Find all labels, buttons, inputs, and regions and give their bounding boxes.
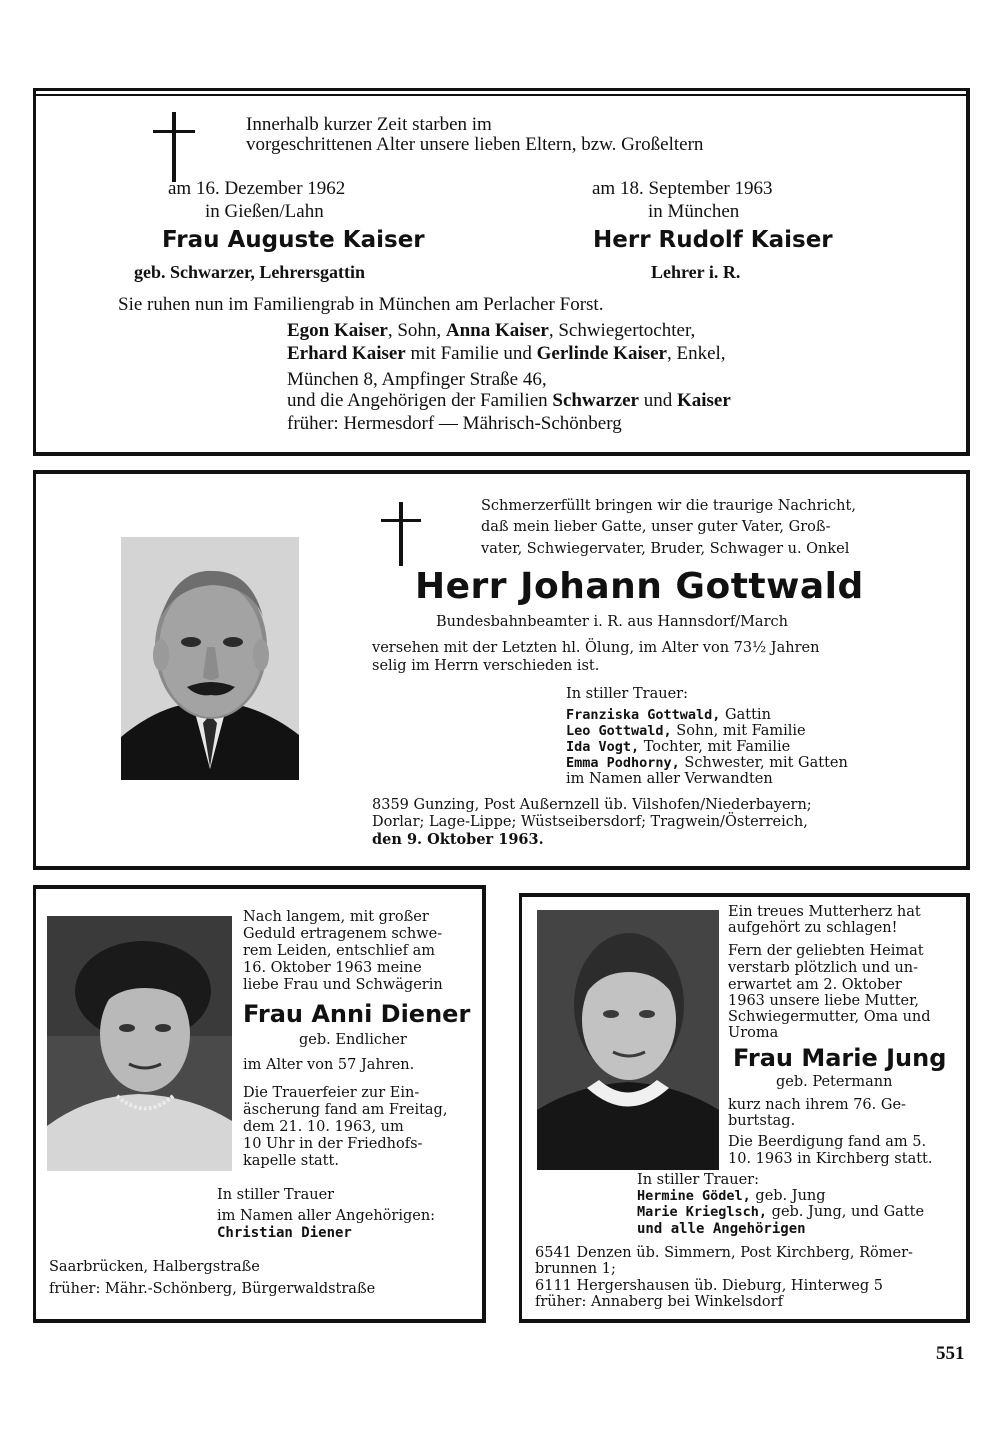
gottwald-intro1: Schmerzerfüllt bringen wir die traurige Nachricht, <box>481 498 856 514</box>
page-number: 551 <box>936 1343 965 1364</box>
portrait-anni-diener <box>47 916 232 1171</box>
diener-funeral4: 10 Uhr in der Friedhofs- <box>243 1136 423 1152</box>
left-place: in Gießen/Lahn <box>205 201 324 222</box>
portrait-woman-image <box>537 910 719 1170</box>
relative-role: geb. Jung, und Gatte <box>767 1204 925 1220</box>
gottwald-line1: versehen mit der Letzten hl. Ölung, im Alter von 73½ Jahren <box>372 640 820 656</box>
mourner-name: Erhard Kaiser <box>287 343 406 364</box>
jung-funeral1: Die Beerdigung fand am 5. <box>728 1134 927 1150</box>
relative-name: Emma Podhorny, <box>566 755 680 771</box>
jung-relative1 <box>637 1188 826 1204</box>
gottwald-relative5: im Namen aller Verwandten <box>566 771 773 787</box>
diener-text1: Nach langem, mit großer <box>243 909 429 925</box>
jung-text7: Schwiegermutter, Oma und <box>728 1009 931 1025</box>
jung-text3: Fern der geliebten Heimat <box>728 943 924 959</box>
mourners-line1 <box>287 320 695 342</box>
jung-text8: Uroma <box>728 1025 779 1041</box>
diener-text3: rem Leiden, entschlief am <box>243 943 436 959</box>
mourners-line2 <box>287 343 726 365</box>
relative-name: Marie Krieglsch, <box>637 1204 768 1220</box>
relative-name: Franziska Gottwald, <box>566 707 721 723</box>
right-sub: Lehrer i. R. <box>651 262 741 282</box>
kaiser-intro-line1: Innerhalb kurzer Zeit starben im <box>246 114 492 135</box>
notice-kaiser-top-rule <box>33 94 970 96</box>
diener-sub: geb. Endlicher <box>299 1032 407 1048</box>
jung-relative3: und alle Angehörigen <box>637 1221 806 1237</box>
jung-addr3: 6111 Hergershausen üb. Dieburg, Hinterweg 5 <box>535 1278 883 1294</box>
gottwald-intro2: daß mein lieber Gatte, unser guter Vater, Groß- <box>481 519 831 535</box>
gottwald-name: Herr Johann Gottwald <box>415 566 864 607</box>
jung-text2: aufgehört zu schlagen! <box>728 920 898 936</box>
mourner-text: , Sohn, <box>387 320 446 341</box>
jung-name: Frau Marie Jung <box>733 1044 947 1072</box>
diener-mourn2: im Namen aller Angehörigen: <box>217 1208 436 1224</box>
relative-name: Hermine Gödel, <box>637 1188 751 1204</box>
diener-funeral2: äscherung fand am Freitag, <box>243 1102 448 1118</box>
right-date: am 18. September 1963 <box>592 178 773 199</box>
jung-after2: burtstag. <box>728 1113 796 1129</box>
mourners-families <box>287 390 731 412</box>
mourner-text: , Enkel, <box>666 343 726 364</box>
jung-text6: 1963 unsere liebe Mutter, <box>728 993 920 1009</box>
jung-text4: verstarb plötzlich und un- <box>728 960 919 976</box>
gottwald-sub: Bundesbahnbeamter i. R. aus Hannsdorf/March <box>436 614 788 630</box>
right-place: in München <box>648 201 740 222</box>
mourner-name: Gerlinde Kaiser <box>536 343 667 364</box>
gottwald-addr1: 8359 Gunzing, Post Außernzell üb. Vilshofen/Niederbayern; <box>372 797 812 813</box>
relative-role: geb. Jung <box>750 1188 826 1204</box>
diener-text4: 16. Oktober 1963 meine <box>243 960 422 976</box>
jung-mourn: In stiller Trauer: <box>637 1172 759 1188</box>
gottwald-relative4 <box>566 755 848 771</box>
jung-relative2 <box>637 1204 924 1220</box>
gottwald-line2: selig im Herrn verschieden ist. <box>372 658 600 674</box>
mourner-text: und <box>638 390 677 411</box>
gottwald-relative3 <box>566 739 790 755</box>
diener-addr1: Saarbrücken, Halbergstraße <box>49 1259 260 1275</box>
mourner-text: mit Familie und <box>405 343 537 364</box>
portrait-woman-image <box>47 916 232 1171</box>
diener-age: im Alter von 57 Jahren. <box>243 1057 415 1073</box>
diener-funeral3: dem 21. 10. 1963, um <box>243 1119 404 1135</box>
relative-role: Sohn, mit Familie <box>671 723 806 739</box>
jung-addr4: früher: Annaberg bei Winkelsdorf <box>535 1294 783 1310</box>
mourner-text: und die Angehörigen der Familien <box>287 390 553 411</box>
portrait-johann-gottwald <box>121 537 299 780</box>
kaiser-intro-line2: vorgeschrittenen Alter unsere lieben Eltern, bzw. Großeltern <box>246 134 704 155</box>
jung-text5: erwartet am 2. Oktober <box>728 977 902 993</box>
gottwald-relative1 <box>566 707 771 723</box>
portrait-man-image <box>121 537 299 780</box>
cross-icon <box>381 502 421 566</box>
gottwald-relative2 <box>566 723 806 739</box>
diener-mourn3: Christian Diener <box>217 1225 352 1241</box>
jung-funeral2: 10. 1963 in Kirchberg statt. <box>728 1151 933 1167</box>
mourner-name: Egon Kaiser <box>287 320 388 341</box>
jung-sub: geb. Petermann <box>776 1074 893 1090</box>
gottwald-addr2: Dorlar; Lage-Lippe; Wüstseibersdorf; Tragwein/Österreich, <box>372 814 808 830</box>
gottwald-mourn-head: In stiller Trauer: <box>566 686 688 702</box>
diener-name: Frau Anni Diener <box>243 1000 471 1028</box>
left-name: Frau Auguste Kaiser <box>162 227 425 253</box>
jung-addr1: 6541 Denzen üb. Simmern, Post Kirchberg, Römer- <box>535 1245 913 1261</box>
relative-name: Ida Vogt, <box>566 739 640 755</box>
mourner-text: , Schwiegertochter, <box>548 320 696 341</box>
relative-name: Leo Gottwald, <box>566 723 672 739</box>
left-date: am 16. Dezember 1962 <box>168 178 346 199</box>
relative-role: Schwester, mit Gatten <box>679 755 848 771</box>
diener-funeral5: kapelle statt. <box>243 1153 339 1169</box>
relative-role: Gattin <box>720 707 771 723</box>
cross-icon <box>153 112 195 182</box>
mourners-formerly: früher: Hermesdorf — Mährisch-Schönberg <box>287 413 622 434</box>
jung-text1: Ein treues Mutterherz hat <box>728 904 921 920</box>
jung-after1: kurz nach ihrem 76. Ge- <box>728 1097 906 1113</box>
left-sub: geb. Schwarzer, Lehrersgattin <box>134 262 365 282</box>
diener-mourn1: In stiller Trauer <box>217 1187 335 1203</box>
portrait-marie-jung <box>537 910 719 1170</box>
rest-line: Sie ruhen nun im Familiengrab in München am Perlacher Forst. <box>118 294 604 315</box>
mourner-name: Anna Kaiser <box>445 320 549 341</box>
gottwald-intro3: vater, Schwiegervater, Bruder, Schwager u. Onkel <box>481 541 850 557</box>
diener-funeral1: Die Trauerfeier zur Ein- <box>243 1085 420 1101</box>
mourner-name: Kaiser <box>676 390 731 411</box>
gottwald-addr3: den 9. Oktober 1963. <box>372 831 544 848</box>
diener-text2: Geduld ertragenem schwe- <box>243 926 443 942</box>
mourner-name: Schwarzer <box>552 390 639 411</box>
relative-role: Tochter, mit Familie <box>639 739 791 755</box>
diener-addr2: früher: Mähr.-Schönberg, Bürgerwaldstraße <box>49 1281 376 1297</box>
diener-text5: liebe Frau und Schwägerin <box>243 977 443 993</box>
right-name: Herr Rudolf Kaiser <box>593 227 833 253</box>
mourners-address: München 8, Ampfinger Straße 46, <box>287 369 547 390</box>
jung-addr2: brunnen 1; <box>535 1261 616 1277</box>
